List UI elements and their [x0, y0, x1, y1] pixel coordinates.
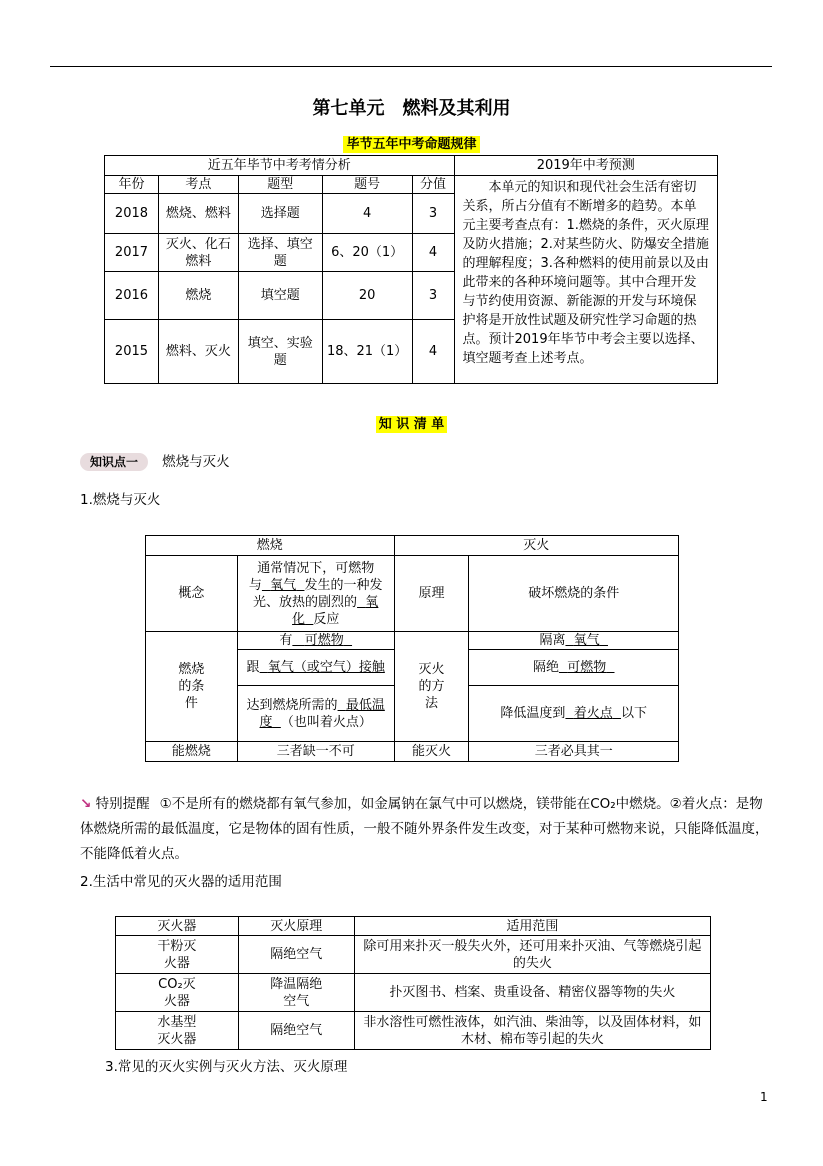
cell-type: 填空、实验题	[238, 320, 322, 384]
section-1-heading: 1.燃烧与灭火	[80, 492, 161, 508]
cell-number: 20	[322, 272, 412, 320]
cell-topic: 燃烧、燃料	[158, 194, 238, 234]
ext-scope: 扑灭图书、档案、贵重设备、精密仪器等物的失火	[354, 974, 710, 1012]
can-burn-text: 三者缺一不可	[237, 742, 394, 762]
col-header-year: 年份	[105, 176, 159, 194]
kp1-badge: 知识点一	[80, 453, 148, 471]
method-part: 隔绝	[532, 660, 559, 675]
cell-year: 2016	[105, 272, 159, 320]
rule-heading: 毕节五年中考命题规律	[343, 136, 479, 153]
method-label-text: 灭火的方法	[418, 662, 445, 711]
page-number: 1	[760, 1090, 768, 1104]
cond-answer: 可燃物	[304, 633, 344, 648]
method-answer: 着火点	[573, 706, 613, 721]
table-row	[116, 1012, 711, 1050]
col-header-score: 分值	[412, 176, 454, 194]
special-note	[80, 792, 775, 867]
extinguisher-table	[115, 916, 711, 1050]
table-row	[116, 974, 711, 1012]
col-header-topic: 考点	[158, 176, 238, 194]
ext-scope: 除可用来扑灭一般失火外，还可用来扑灭油、气等燃烧引起的失火	[354, 936, 710, 974]
method-blank	[565, 633, 608, 648]
principle-text: 破坏燃烧的条件	[469, 556, 679, 632]
section-2-heading: 2.生活中常见的灭火器的适用范围	[80, 874, 282, 890]
condition-label	[146, 632, 238, 742]
condition-label-text: 燃烧的条件	[178, 662, 205, 711]
ext-header-principle: 灭火原理	[238, 917, 354, 936]
cond-blank	[260, 660, 385, 675]
concept-cell	[237, 556, 394, 632]
cell-score: 4	[412, 234, 454, 272]
exam-group-header: 近五年毕节中考考情分析	[105, 156, 455, 176]
condition-2	[237, 650, 394, 686]
ext-header-name: 灭火器	[116, 917, 239, 936]
section-3-heading: 3.常见的灭火实例与灭火方法、灭火原理	[105, 1059, 348, 1075]
ext-principle-text: 降温隔绝空气	[270, 976, 323, 1009]
cell-topic: 灭火、化石燃料	[158, 234, 238, 272]
cell-score: 3	[412, 272, 454, 320]
ext-name	[116, 974, 239, 1012]
cond-part: 有	[279, 633, 293, 648]
rule-heading-wrap	[0, 133, 823, 152]
concept-label: 概念	[146, 556, 238, 632]
prediction-text: 本单元的知识和现代社会生活有密切关系，所占分值有不断增多的趋势。本单元主要考查点有：1.燃烧的条件，灭火原理及防火措施；2.对某些防火、防爆安全措施的理解程度；3.各种燃料的使用前景以及由此带来的各种环境问题等。其中合理开发与节约使用资源、新能源的开发与环境保护将是开放性试题及研究性学习命题的热点。预计2019年毕节中考会主要以选择、填空题考查上述考点。	[454, 176, 718, 384]
cond-part: 达到燃烧所需的	[246, 697, 338, 713]
method-part: 隔离	[539, 633, 566, 648]
page-title: 第七单元 燃料及其利用	[312, 98, 511, 119]
prediction-header: 2019年中考预测	[454, 156, 718, 176]
kp1-title: 燃烧与灭火	[162, 454, 230, 470]
note-text: ①不是所有的燃烧都有氧气参加，如金属钠在氯气中可以燃烧，镁带能在CO₂中燃烧。②着火点：是物体燃烧所需的最低温度，它是物体的固有性质，一般不随外界条件发生改变，对于某种可燃物来说，只能降低温度，不能降低着火点。	[80, 796, 769, 862]
method-1	[469, 632, 679, 650]
ext-principle: 隔绝空气	[238, 936, 354, 974]
method-3	[469, 686, 679, 742]
cell-number: 18、21（1）	[322, 320, 412, 384]
cond-part: 跟	[246, 660, 260, 675]
ext-scope: 非水溶性可燃性液体，如汽油、柴油等，以及固体材料，如木材、棉布等引起的失火	[354, 1012, 710, 1050]
cell-year: 2015	[105, 320, 159, 384]
col-header-number: 题号	[322, 176, 412, 194]
cond-blank	[292, 633, 352, 648]
method-part: 降低温度到	[500, 706, 566, 721]
cell-year: 2017	[105, 234, 159, 272]
cond-answer: 氧气（或空气）接触	[267, 660, 385, 675]
cond-answer: 最低温度	[259, 697, 385, 730]
arrow-icon: ↘	[80, 796, 92, 812]
table-row	[116, 936, 711, 974]
cell-year: 2018	[105, 194, 159, 234]
note-label: 特别提醒	[95, 796, 150, 812]
cell-score: 4	[412, 320, 454, 384]
method-answer: 可燃物	[567, 660, 607, 675]
cell-type: 填空题	[238, 272, 322, 320]
cond-part: （也叫着火点）	[280, 714, 372, 730]
concept-blank	[262, 578, 305, 593]
ext-name-text: 干粉灭火器	[157, 938, 197, 971]
method-label	[394, 632, 469, 742]
cell-topic: 燃料、灭火	[158, 320, 238, 384]
cell-score: 3	[412, 194, 454, 234]
can-burn-label: 能燃烧	[146, 742, 238, 762]
ext-name	[116, 1012, 239, 1050]
ext-principle	[238, 974, 354, 1012]
ext-name	[116, 936, 239, 974]
concept-answer: 氧气	[270, 577, 297, 593]
method-2	[469, 650, 679, 686]
concept-part: 反应	[313, 611, 340, 627]
cell-topic: 燃烧	[158, 272, 238, 320]
cell-number: 4	[322, 194, 412, 234]
header-rule	[50, 66, 772, 67]
knowledge-heading-wrap	[0, 413, 823, 432]
fire-header: 灭火	[394, 536, 678, 556]
knowledge-heading: 知 识 清 单	[376, 416, 448, 433]
burn-header: 燃烧	[146, 536, 395, 556]
condition-1	[237, 632, 394, 650]
method-answer: 氧气	[573, 633, 600, 648]
concept-part: 发生的一种发光、放热的剧烈的	[253, 577, 383, 610]
method-blank	[565, 706, 621, 721]
can-extinguish-label: 能灭火	[394, 742, 469, 762]
cell-type: 选择题	[238, 194, 322, 234]
cell-number: 6、20（1）	[322, 234, 412, 272]
ext-principle: 隔绝空气	[238, 1012, 354, 1050]
kp1-row	[80, 450, 230, 470]
condition-3	[237, 686, 394, 742]
method-blank	[559, 660, 615, 675]
principle-label: 原理	[394, 556, 469, 632]
exam-table	[104, 155, 718, 384]
can-extinguish-text: 三者必具其一	[469, 742, 679, 762]
ext-name-text: CO₂灭火器	[158, 976, 196, 1009]
ext-name-text: 水基型灭火器	[157, 1014, 197, 1047]
concept-answer: 氧化	[292, 594, 379, 627]
concept-part: 通常情况下，可燃物与	[248, 560, 375, 593]
combustion-table	[145, 535, 679, 762]
cell-type: 选择、填空题	[238, 234, 322, 272]
ext-header-scope: 适用范围	[354, 917, 710, 936]
col-header-type: 题型	[238, 176, 322, 194]
method-part: 以下	[620, 706, 647, 721]
